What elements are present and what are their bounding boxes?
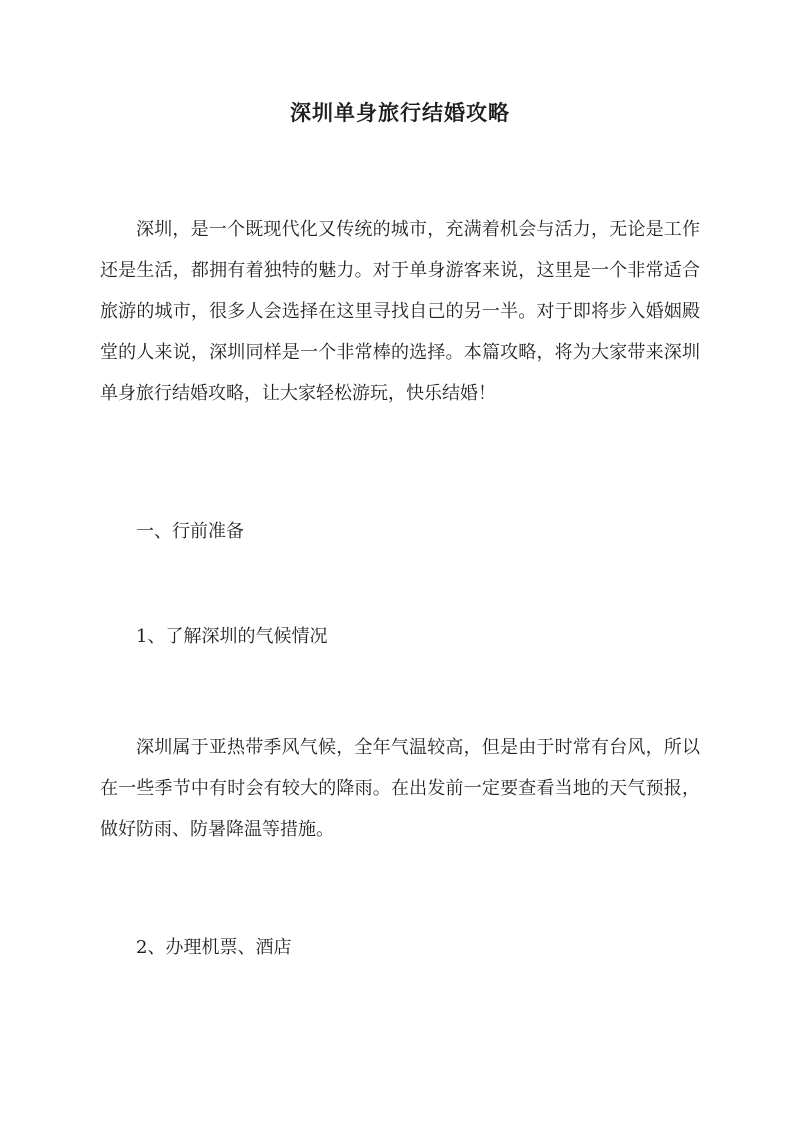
- document-title: 深圳单身旅行结婚攻略: [290, 100, 510, 125]
- subsection-heading-climate: 1、了解深圳的气候情况: [136, 626, 328, 647]
- section-heading-preparation: 一、行前准备: [136, 521, 244, 542]
- subsection-heading-tickets-hotel: 2、办理机票、酒店: [136, 937, 292, 958]
- intro-paragraph: 深圳，是一个既现代化又传统的城市，充满着机会与活力，无论是工作还是生活，都拥有着独特的魅力。对于单身游客来说，这里是一个非常适合旅游的城市，很多人会选择在这里寻找自己的另一半。对于即将步入婚姻殿堂的人来说，深圳同样是一个非常棒的选择。本篇攻略，将为大家带来深圳单身旅行结婚攻略，让大家轻松游玩，快乐结婚！: [100, 219, 700, 404]
- climate-paragraph: 深圳属于亚热带季风气候，全年气温较高，但是由于时常有台风，所以在一些季节中有时会有较大的降雨。在出发前一定要查看当地的天气预报，做好防雨、防暑降温等措施。: [100, 737, 700, 840]
